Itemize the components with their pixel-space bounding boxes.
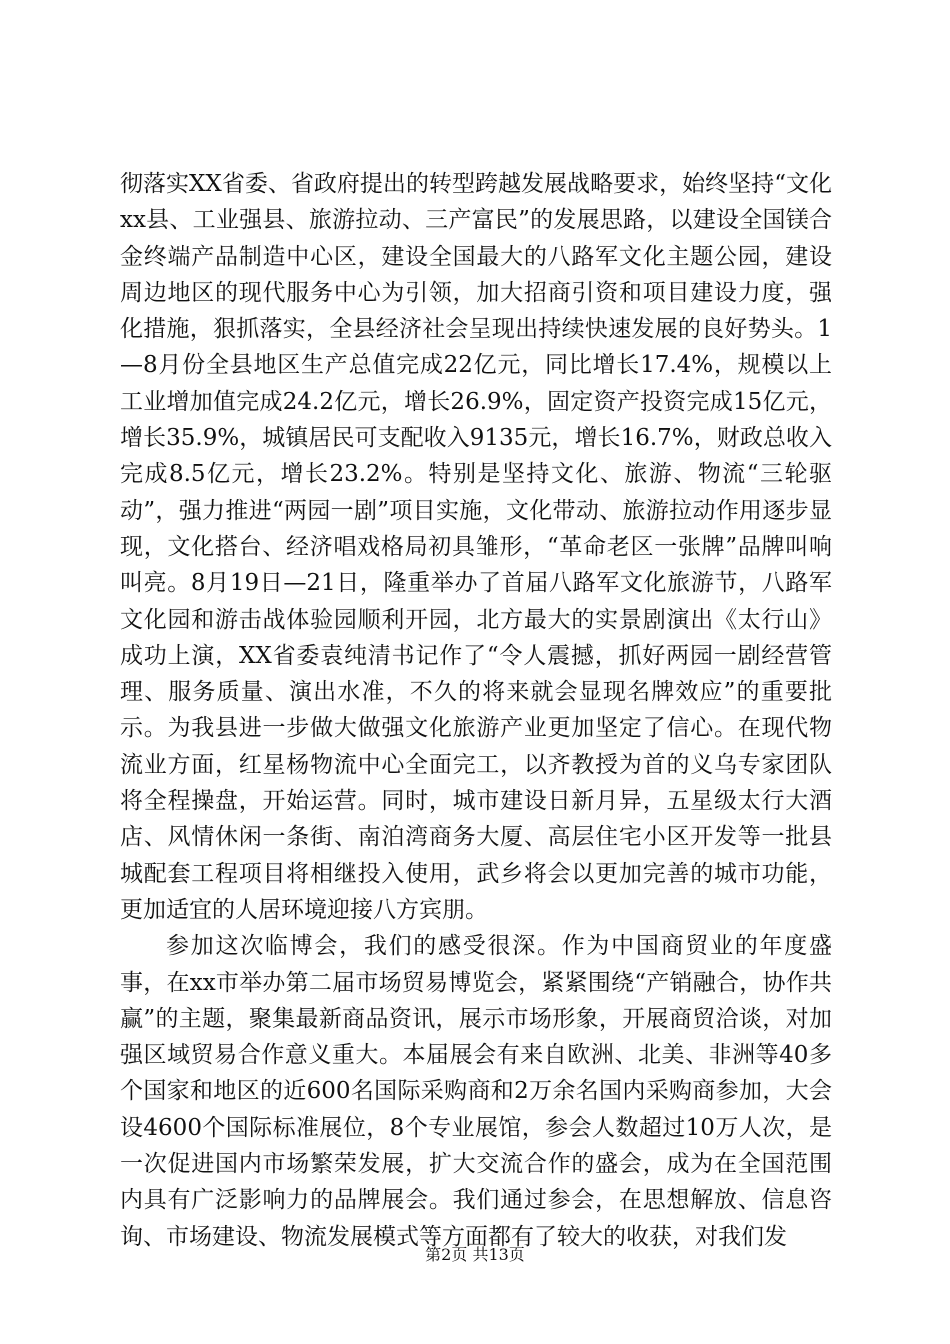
page-footer: 第2页 共13页: [425, 1245, 525, 1264]
paragraph-2: 参加这次临博会，我们的感受很深。作为中国商贸业的年度盛事，在xx市举办第二届市场贸易博览会，紧紧围绕“产销融合，协作共赢”的主题，聚集最新商品资讯，展示市场形象，开展商贸洽谈，对加强区域贸易合作意义重大。本届展会有来自欧洲、北美、非洲等40多个国家和地区的近600名国际采购商和2万余名国内采购商参加，大会设4600个国际标准展位，8个专业展馆，参会人数超过10万人次，是一次促进国内市场繁荣发展，扩大交流合作的盛会，成为在全国范围内具有广泛影响力的品牌展会。我们通过参会，在思想解放、信息咨询、市场建设、物流发展模式等方面都有了较大的收获，对我们发: [120, 933, 832, 1250]
paragraph-1: 彻落实XX省委、省政府提出的转型跨越发展战略要求，始终坚持“文化xx县、工业强县、旅游拉动、三产富民”的发展思路，以建设全国镁合金终端产品制造中心区，建设全国最大的八路军文化主题公园，建设周边地区的现代服务中心为引领，加大招商引资和项目建设力度，强化措施，狠抓落实，全县经济社会呈现出持续快速发展的良好势头。1—8月份全县地区生产总值完成22亿元，同比增长17.4%，规模以上工业增加值完成24.2亿元，增长26.9%，固定资产投资完成15亿元，增长35.9%，城镇居民可支配收入9135元，增长16.7%，财政总收入完成8.5亿元，增长23.2%。特别是坚持文化、旅游、物流“三轮驱动”，强力推进“两园一剧”项目实施，文化带动、旅游拉动作用逐步显现，文化搭台、经济唱戏格局初具雏形，“革命老区一张牌”品牌叫响叫亮。8月19日—21日，隆重举办了首届八路军文化旅游节，八路军文化园和游击战体验园顺利开园，北方最大的实景剧演出《太行山》成功上演，XX省委袁纯清书记作了“令人震撼，抓好两园一剧经营管理、服务质量、演出水准，不久的将来就会显现名牌效应”的重要批示。为我县进一步做大做强文化旅游产业更加坚定了信心。在现代物流业方面，红星杨物流中心全面完工，以齐教授为首的义乌专家团队将全程操盘，开始运营。同时，城市建设日新月异，五星级太行大酒店、风情休闲一条街、南泊湾商务大厦、高层住宅小区开发等一批县城配套工程项目将相继投入使用，武乡将会以更加完善的城市功能，更加适宜的人居环境迎接八方宾朋。: [120, 171, 832, 923]
document-body: [120, 166, 832, 1255]
